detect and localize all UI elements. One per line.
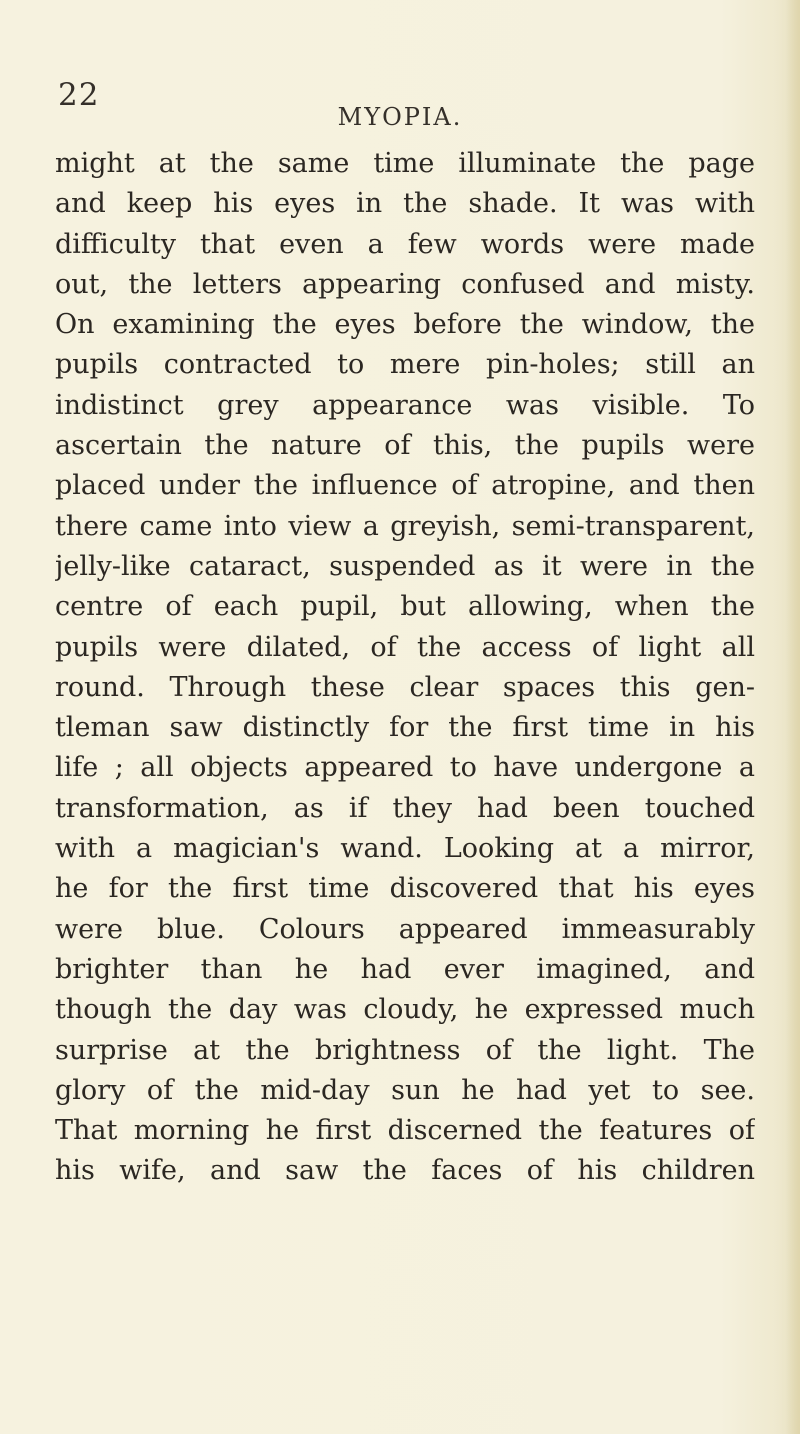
text-line: with a magician's wand. Looking at a mirror, xyxy=(55,833,755,865)
text-line: round. Through these clear spaces this gen- xyxy=(55,671,755,703)
text-line: and keep his eyes in the shade. It was with xyxy=(55,188,755,220)
text-line: might at the same time illuminate the page xyxy=(55,148,755,179)
page-edge-shadow xyxy=(786,0,800,1434)
text-line: though the day was cloudy, he expressed much xyxy=(55,994,755,1026)
text-line: surprise at the brightness of the light. The xyxy=(55,1034,755,1066)
text-line: glory of the mid-day sun he had yet to see. xyxy=(55,1074,755,1106)
text-line: indistinct grey appearance was visible. To xyxy=(55,389,755,421)
text-line: there came into view a greyish, semi-transparent, xyxy=(55,510,755,542)
text-line: On examining the eyes before the window, the xyxy=(55,309,755,341)
text-line: life ; all objects appeared to have undergone a xyxy=(55,752,755,784)
text-line: were blue. Colours appeared immeasurably xyxy=(55,913,755,945)
text-line: centre of each pupil, but allowing, when the xyxy=(55,591,755,623)
text-line: his wife, and saw the faces of his children xyxy=(55,1155,755,1187)
text-line: pupils were dilated, of the access of light all xyxy=(55,631,755,663)
text-line: placed under the influence of atropine, and then xyxy=(55,470,755,502)
text-line: he for the first time discovered that his eyes xyxy=(55,873,755,905)
text-line: ascertain the nature of this, the pupils were xyxy=(55,430,755,462)
page-number: 22 xyxy=(58,77,100,113)
text-line: That morning he first discerned the features of xyxy=(55,1115,755,1147)
text-line: transformation, as if they had been touched xyxy=(55,792,755,824)
text-line: jelly-like cataract, suspended as it were in the xyxy=(55,550,755,582)
running-head: MYOPIA. xyxy=(337,103,463,131)
text-line: pupils contracted to mere pin-holes; still an xyxy=(55,349,755,381)
body-text xyxy=(55,144,755,1192)
text-line: difficulty that even a few words were made xyxy=(55,228,755,260)
text-line: brighter than he had ever imagined, and xyxy=(55,953,755,985)
text-line: out, the letters appearing confused and misty. xyxy=(55,268,755,300)
text-line: tleman saw distinctly for the first time in his xyxy=(55,712,755,744)
